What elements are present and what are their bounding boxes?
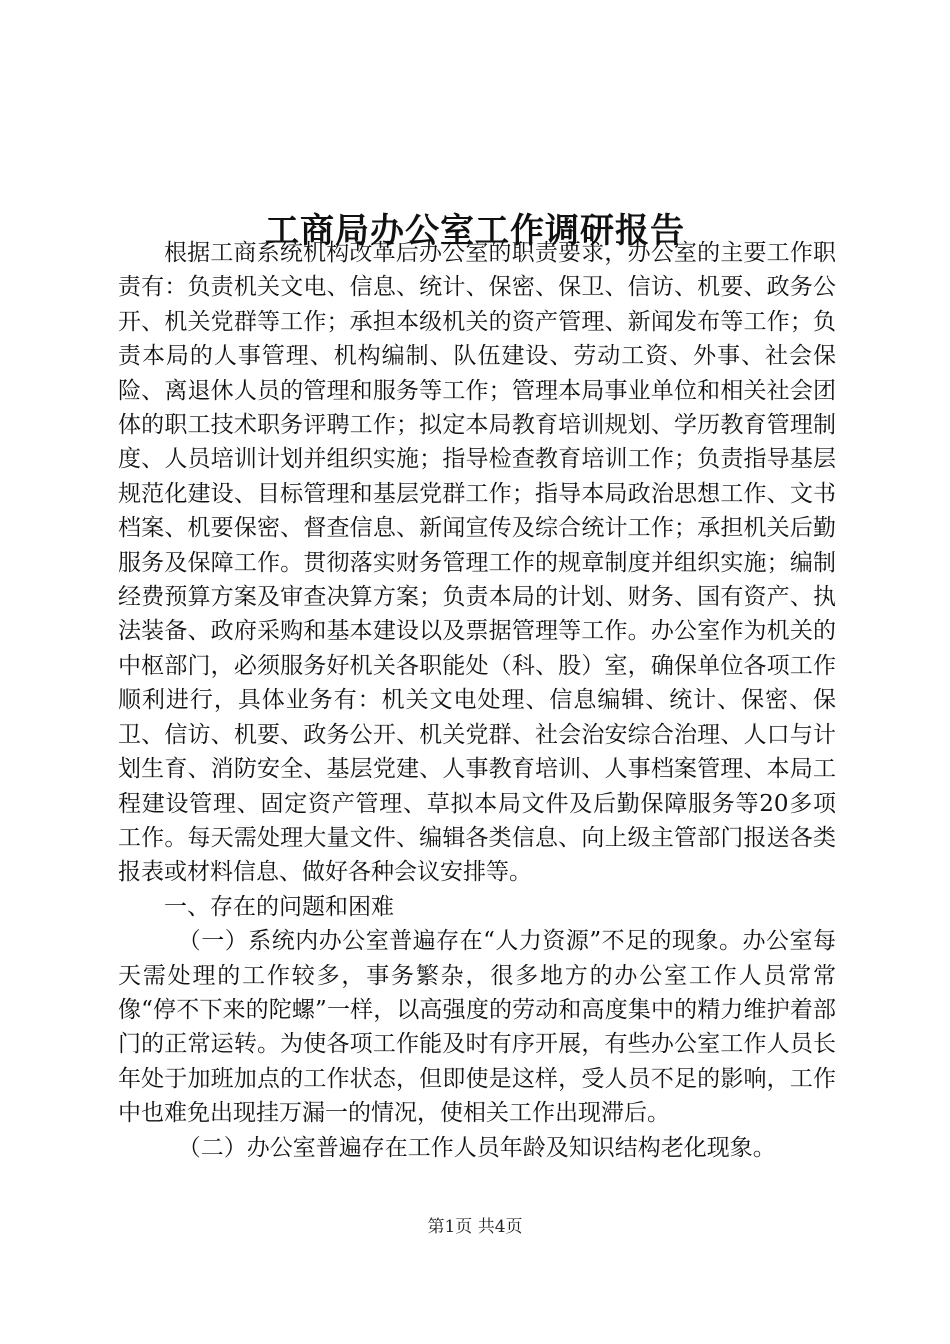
paragraph-issue-2: （二）办公室普遍存在工作人员年龄及知识结构老化现象。 [177, 1134, 776, 1161]
paragraph-issue-1: （一）系统内办公室普遍存在“人力资源”不足的现象。办公室每天需处理的工作较多，事务繁杂，很多地方的办公室工作人员常常像“停不下来的陀螺”一样，以高强度的劳动和高度集中的精力维护着部门的正常运转。为使各项工作能及时有序开展，有些办公室工作人员长年处于加班加点的工作状态，但即使是这样，受人员不足的影响，工作中也难免出现挂万漏一的情况，使相关工作出现滞后。 [118, 928, 836, 1127]
paragraph-intro: 根据工商系统机构改革后办公室的职责要求，办公室的主要工作职责有：负责机关文电、信息、统计、保密、保卫、信访、机要、政务公开、机关党群等工作；承担本级机关的资产管理、新闻发布等工作；负责本局的人事管理、机构编制、队伍建设、劳动工资、外事、社会保险、离退休人员的管理和服务等工作；管理本局事业单位和相关社会团体的职工技术职务评聘工作；拟定本局教育培训规划、学历教育管理制度、人员培训计划并组织实施；指导检查教育培训工作；负责指导基层规范化建设、目标管理和基层党群工作；指导本局政治思想工作、文书档案、机要保密、督查信息、新闻宣传及综合统计工作；承担机关后勤服务及保障工作。贯彻落实财务管理工作的规章制度并组织实施；编制经费预算方案及审查决算方案；负责本局的计划、财务、国有资产、执法装备、政府采购和基本建设以及票据管理等工作。办公室作为机关的中枢部门，必须服务好机关各职能处（科、股）室，确保单位各项工作顺利进行，具体业务有：机关文电处理、信息编辑、统计、保密、保卫、信访、机要、政务公开、机关党群、社会治安综合治理、人口与计划生育、消防安全、基层党建、人事教育培训、人事档案管理、本局工程建设管理、固定资产管理、草拟本局文件及后勤保障服务等20多项工作。每天需处理大量文件、编辑各类信息、向上级主管部门报送各类报表或材料信息、做好各种会议安排等。 [118, 240, 836, 886]
page-footer: 第1页 共4页 [427, 1217, 523, 1237]
section-heading-problems: 一、存在的问题和困难 [164, 893, 394, 920]
document-body [118, 236, 836, 1165]
page-title: 工商局办公室工作调研报告 [265, 210, 685, 251]
